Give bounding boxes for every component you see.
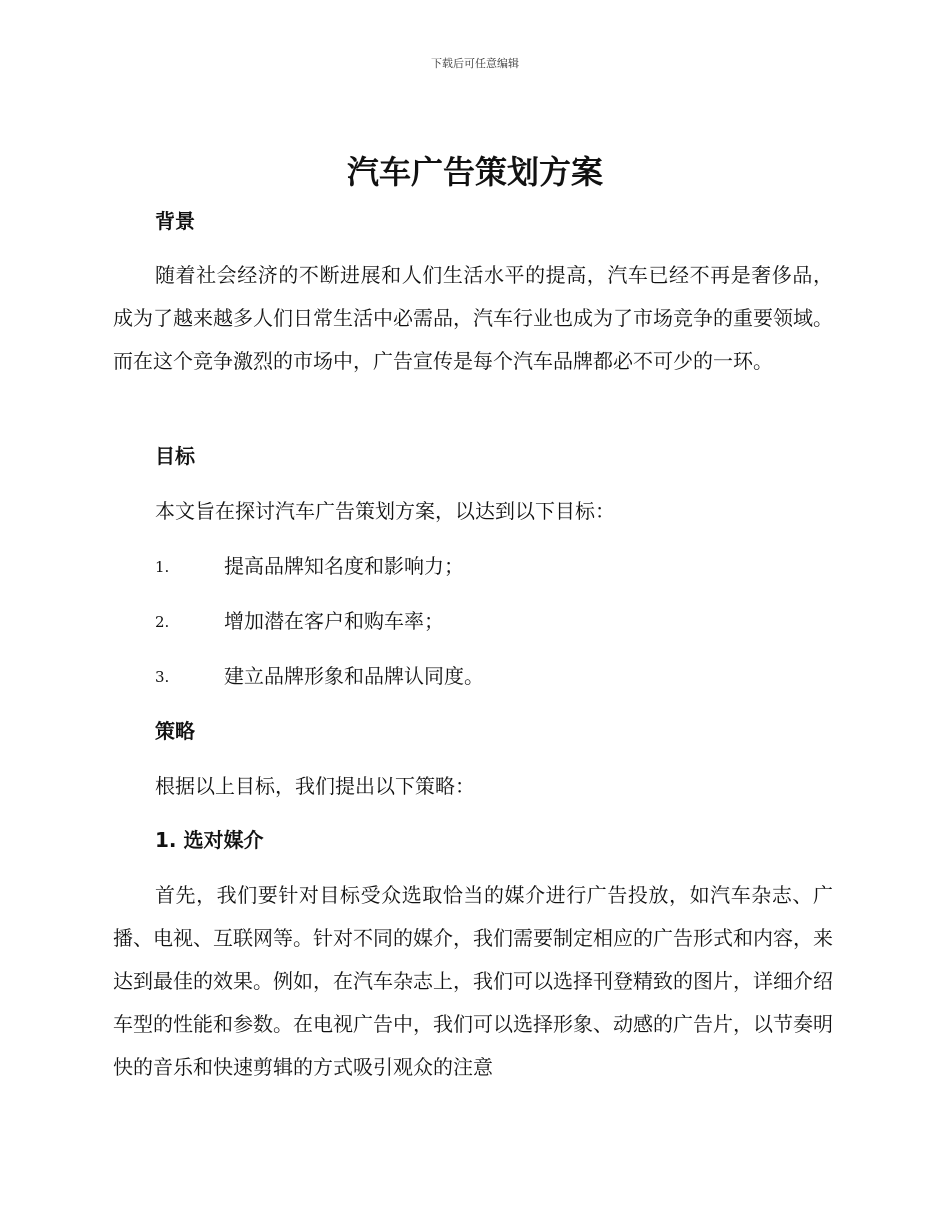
- document-title: 汽车广告策划方案: [346, 153, 603, 191]
- subheading-media: 1. 选对媒介: [155, 828, 264, 852]
- list-item: [155, 607, 855, 635]
- list-text: 增加潜在客户和购车率；: [224, 609, 444, 633]
- list-item: [155, 552, 855, 580]
- paragraph-background: 随着社会经济的不断进展和人们生活水平的提高，汽车已经不再是奢侈品，成为了越来越多人们日常生活中必需品，汽车行业也成为了市场竞争的重要领域。而在这个竞争激烈的市场中，广告宣传是每个汽车品牌都必不可少的一环。: [113, 263, 833, 373]
- list-text: 提高品牌知名度和影响力；: [224, 554, 464, 578]
- paragraph-media: 首先，我们要针对目标受众选取恰当的媒介进行广告投放，如汽车杂志、广播、电视、互联网等。针对不同的媒介，我们需要制定相应的广告形式和内容，来达到最佳的效果。例如，在汽车杂志上，我们可以选择刊登精致的图片，详细介绍车型的性能和参数。在电视广告中，我们可以选择形象、动感的广告片，以节奏明快的音乐和快速剪辑的方式吸引观众的注意: [113, 883, 833, 1079]
- heading-background: 背景: [155, 209, 195, 233]
- header-note: 下载后可任意编辑: [431, 57, 519, 70]
- strategy-intro: 根据以上目标，我们提出以下策略：: [155, 774, 475, 798]
- list-item: [155, 662, 855, 690]
- list-text: 建立品牌形象和品牌认同度。: [224, 664, 484, 688]
- list-number: 1.: [155, 558, 170, 576]
- list-number: 3.: [155, 668, 170, 686]
- heading-strategy: 策略: [155, 719, 195, 743]
- list-number: 2.: [155, 613, 170, 631]
- heading-goal: 目标: [155, 444, 195, 468]
- goal-intro: 本文旨在探讨汽车广告策划方案，以达到以下目标：: [155, 499, 615, 523]
